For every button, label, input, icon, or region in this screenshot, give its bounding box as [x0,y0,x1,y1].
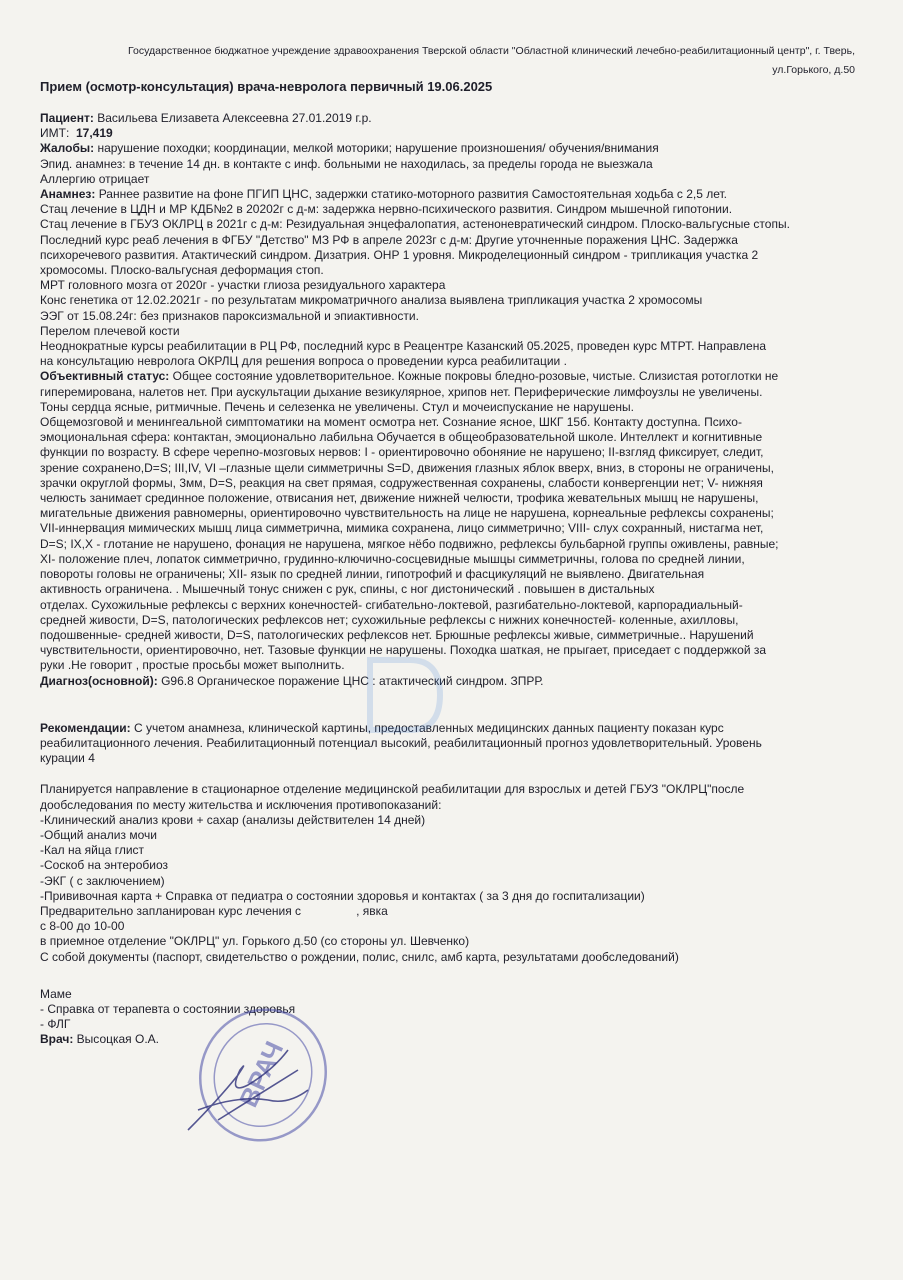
imt-value: 17,419 [75,126,113,141]
recommendations-line: курации 4 [40,751,95,766]
anamnesis-line: Перелом плечевой кости [40,323,180,338]
diagnosis-label: Диагноз(основной): [40,673,158,688]
header-line-2: ул.Горького, д.50 [772,64,855,76]
patient-value: Васильева Елизавета Алексеевна 27.01.2019 г.р. [93,111,372,125]
objective-line: XI- положение плеч, лопаток симметрично, грудинно-ключично-сосцевидные мышцы симметричны, голова по средней линии, [40,551,745,566]
objective-line: Тоны сердца ясные, ритмичные. Печень и селезенка не увеличены. Стул и мочеиспускание не нарушены. [40,399,634,414]
plan-line: Планируется направление в стационарное отделение медицинской реабилитации для взрослых и детей ГБУЗ "ОКЛРЦ"после [40,782,745,797]
objective-line-0: Объективный статус: Общее состояние удовлетворительное. Кожные покровы бледно-розовые, чистые. Слизистая ротоглотки не [40,369,779,384]
plan-line: -Общий анализ мочи [40,827,157,842]
patient-label: Пациент: [40,111,94,125]
objective-line: зрение сохранено,D=S; III,IV, VI –глазные щели симметричны S=D, движения глазных яблок вверх, вниз, в стороны не ограничены, [40,460,774,475]
anamnesis-line-0: Анамнез: Раннее развитие на фоне ПГИП ЦНС, задержки статико-моторного развития Самостоятельная ходьба с 2,5 лет. [40,187,728,202]
objective-line: повороты головы не ограничены; XII- язык по средней линии, гипотрофий и фасцикуляций не выявлено. Двигательная [40,567,705,582]
objective-line: подошвенные- средней живости, D=S, патологических рефлексов нет. Брюшные рефлексы живые, симметричные.. Нарушений [40,627,754,642]
plan-line: -Клинический анализ крови + сахар (анализы действителен 14 дней) [40,812,426,827]
svg-text:ВРАЧ: ВРАЧ [233,1036,290,1112]
time-line: с 8-00 до 10-00 [40,919,125,934]
anamnesis-line: Последний курс реаб лечения в ФГБУ "Детство" МЗ РФ в апреле 2023г с д-м: Другие уточненные поражения ЦНС. Задержка [40,232,738,247]
objective-line: функции по возрасту. В сфере черепно-мозговых нервов: I - ориентировочно обоняние не нарушено; II-взгляд фиксирует, следит, [40,445,764,460]
objective-line: средней живости, D=S, патологических рефлексов нет; сухожильные рефлексы с нижних конечностей- коленные, ахилловы, [40,612,739,627]
objective-label: Объективный статус: [40,369,170,384]
objective-line: активность ограничена. . Мышечный тонус снижен с рук, спины, с ног дистонический . повышен в дистальных [40,582,655,597]
objective-line: D=S; IX,X - глотание не нарушено, фонация не нарушена, мягкое нёбо подвижно, рефлексы бульбарной группы оживлены, равные; [40,536,779,551]
watermark-logo [350,640,460,750]
diagnosis-value: G96.8 Органическое поражение ЦНС : атактический синдром. ЗПРР. [157,673,544,688]
doctor-line [40,1032,870,1047]
complaints-label: Жалобы: [40,141,95,156]
plan-line: дообследования по месту жительства и исключения противопоказаний: [40,797,442,812]
institution-header [40,42,855,80]
documents-line: С собой документы (паспорт, свидетельство о рождении, полис, снилс, амб карта, результатами дообследований) [40,949,679,964]
objective-line: челюсть занимает срединное положение, отвисания нет, движение нижней челюсти, трофика жевательных мышц не нарушены, [40,491,759,506]
mother-line: Маме [40,986,72,1001]
anamnesis-line: Конс генетика от 12.02.2021г - по результатам микроматричного анализа выявлена трипликация участка 2 хромосомы [40,293,703,308]
doctor-value: Высоцкая О.А. [73,1032,160,1047]
anamnesis-label: Анамнез: [40,187,96,202]
plan-line: -Соскоб на энтеробиоз [40,858,168,873]
objective-line: отделах. Сухожильные рефлексы с верхних конечностей- сгибательно-локтевой, разгибательно-локтевой, карпорадиальный- [40,597,743,612]
anamnesis-line: ЭЭГ от 15.08.24г: без признаков пароксизмальной и эпиактивности. [40,308,419,323]
anamnesis-line: на консультацию невролога ОКРЛЦ для решения вопроса о проведении курса реабилитации . [40,354,567,369]
recommendations-line-0: Рекомендации: С учетом анамнеза, клинической картины, предоставленных медицинских данных пациенту показан курс [40,720,724,735]
address-line: в приемное отделение "ОКЛРЦ" ул. Горького д.50 (со стороны ул. Шевченко) [40,934,470,949]
anamnesis-line: психоречевого развития. Атактический синдром. Дизатрия. ОНР 1 уровня. Микроделеционный синдром - трипликация участка 2 [40,247,759,262]
doctor-signature [178,1040,328,1140]
prelim-line [40,904,870,919]
doctor-label: Врач: [40,1032,74,1047]
plan-line: -Прививочная карта + Справка от педиатра о состоянии здоровья и контактах ( за 3 дня до госпитализации) [40,888,645,903]
objective-line: руки .Не говорит , простые просьбы может выполнить. [40,658,345,673]
prelim-end: , явка [356,903,388,918]
anamnesis-line: Стац лечение в ЦДН и МР КДБ№2 в 20202г с д-м: задержка нервно-психического развития. Синдром мышечной гипотонии. [40,202,733,217]
complaints-line [40,141,870,156]
header-line-1: Государственное бюджатное учреждение здравоохранения Тверской области "Областной клинический лечебно-реабилитационный центр", г. Тверь, [128,45,855,57]
anamnesis-line: Неоднократные курсы реабилитации в РЦ РФ, последний курс в Реацентре Казанский 05.2025, проведен курс МТРТ. Направлена [40,339,766,354]
objective-line: мигательные движения равномерны, ориентировочно чувствительность на лице не нарушена, корнеальные рефлексы сохранены; [40,506,774,521]
allergy-line: Аллергию отрицает [40,171,150,186]
mother-line: - Справка от терапевта о состоянии здоровья [40,1001,296,1016]
patient-line [40,111,870,126]
anamnesis-line: МРТ головного мозга от 2020г - участки глиоза резидуального характера [40,278,446,293]
anamnesis-line: хромосомы. Плоско-вальгусная деформация стоп. [40,263,324,278]
epid-line: Эпид. анамнез: в течение 14 дн. в контакте с инф. больными не находилась, за пределы города не выезжала [40,156,653,171]
imt-line [40,126,870,141]
document-title: Прием (осмотр-консультация) врача-невролога первичный 19.06.2025 [40,79,493,94]
objective-line: Общемозговой и менингеальной симптоматики на момент осмотра нет. Сознание ясное, ШКГ 15б. Контакту доступна. Психо- [40,415,742,430]
plan-line: -Кал на яйца глист [40,843,145,858]
objective-line: зрачки округлой формы, 3мм, D=S, реакция на свет прямая, содружественная сохранены, слабости конвергенции нет; V- нижняя [40,475,763,490]
imt-label: ИМТ: [40,126,70,141]
objective-line: чувствительности, ориентировочно, нет. Тазовые функции не нарушены. Походка шаткая, не прыгает, приседает с поддержкой за [40,643,767,658]
recommendations-label: Рекомендации: [40,720,131,735]
anamnesis-line: Стац лечение в ГБУЗ ОКЛРЦ в 2021г с д-м: Резидуальная энцефалопатия, астеноневратический синдром. Плоско-вальгусные стопы. [40,217,790,232]
complaints-value: нарушение походки; координации, мелкой моторики; нарушение произношения/ обучения/внимания [94,141,659,156]
document-body [40,111,870,1048]
mother-line: - ФЛГ [40,1017,71,1032]
objective-line: эмоциональная сфера: контактан, эмоционально лабильна Обучается в общеобразовательной школе. Интеллект и когнитивные [40,430,763,445]
objective-line: гиперемирована, налетов нет. При аускультации дыхание везикулярное, хрипов нет. Периферические лимфоузлы не увеличены. [40,384,763,399]
prelim-start: Предварительно запланирован курс лечения с [40,903,302,918]
plan-line: -ЭКГ ( с заключением) [40,873,165,888]
recommendations-line: реабилитационного лечения. Реабилитационный потенциал высокий, реабилитационный прогноз удовлетворительный. Уровень [40,735,762,750]
objective-line: VII-иннервация мимических мышц лица симметрична, мимика сохранена, лицо симметрично; VIII- слух сохранный, нистагма нет, [40,521,764,536]
